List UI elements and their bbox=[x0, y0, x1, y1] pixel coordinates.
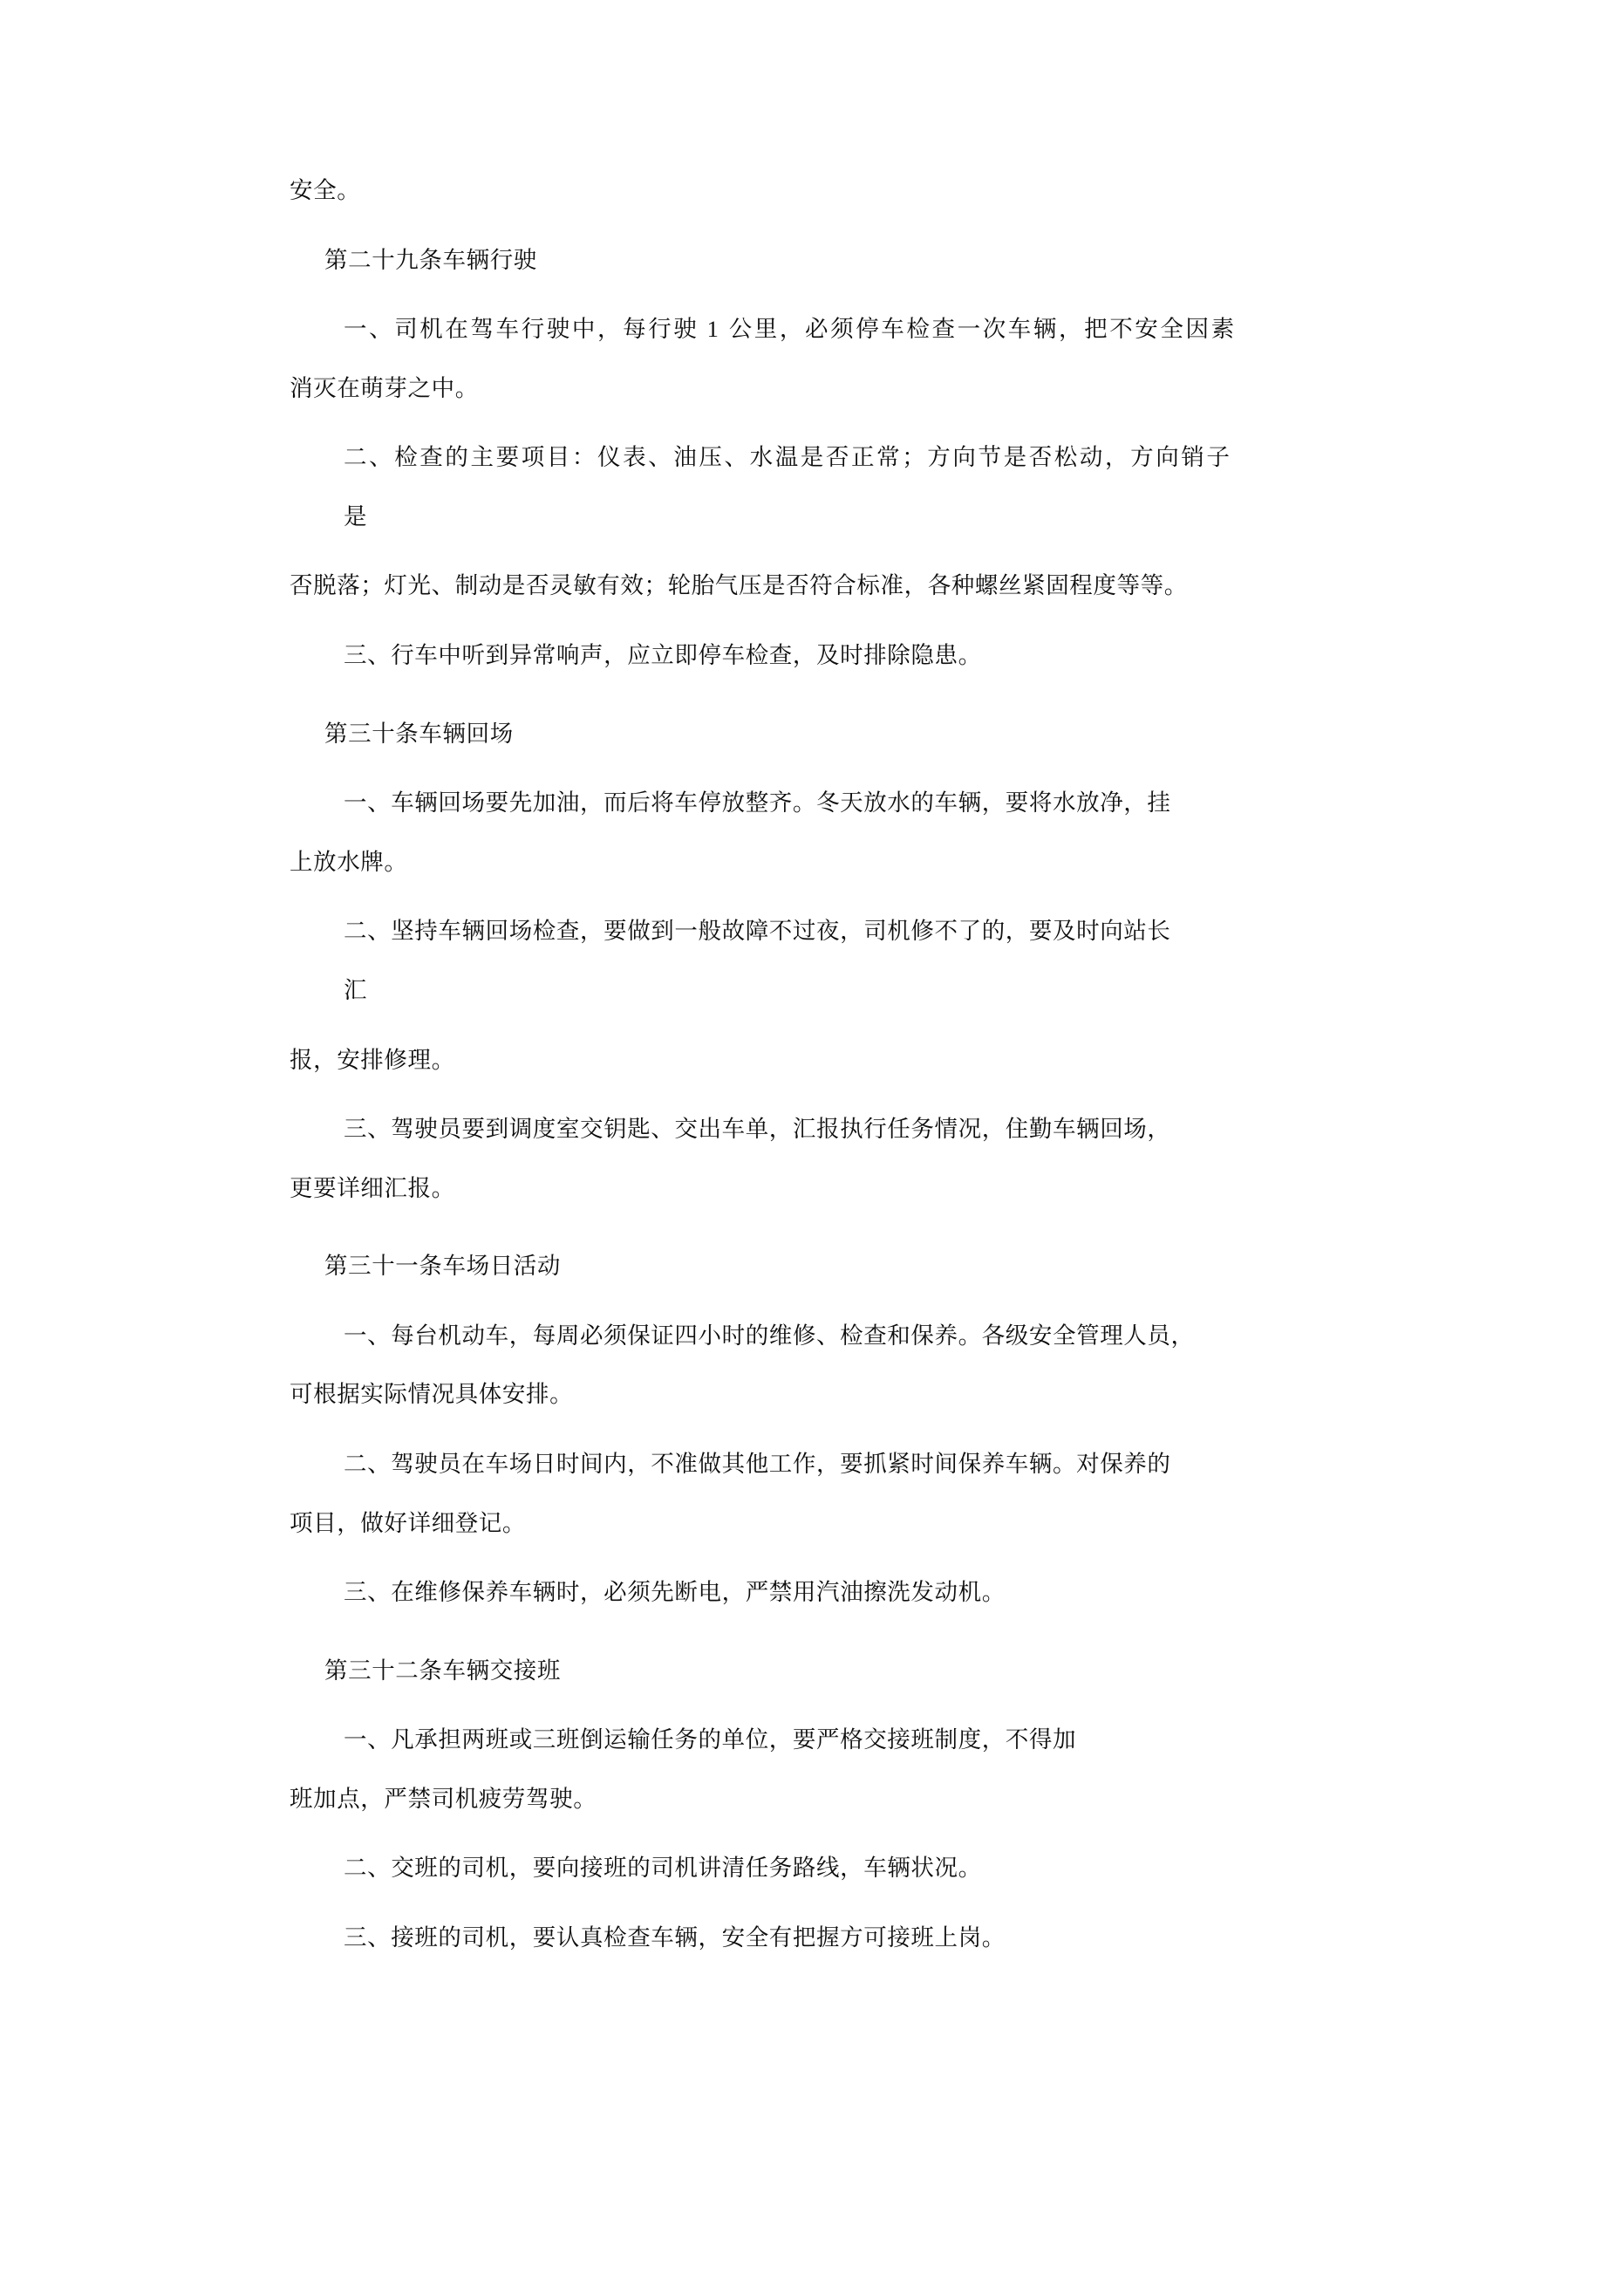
paragraph: 二、驾驶员在车场日时间内，不准做其他工作，要抓紧时间保养车辆。对保养的 bbox=[344, 1450, 1171, 1477]
paragraph: 是 bbox=[344, 502, 368, 530]
paragraph: 班加点，严禁司机疲劳驾驶。 bbox=[290, 1785, 597, 1812]
paragraph: 更要详细汇报。 bbox=[290, 1174, 455, 1201]
paragraph: 安全。 bbox=[290, 177, 361, 203]
section-heading-article-31: 第三十一条车场日活动 bbox=[324, 1253, 561, 1280]
paragraph: 三、在维修保养车辆时，必须先断电，严禁用汽油擦洗发动机。 bbox=[344, 1579, 1006, 1606]
paragraph: 一、每台机动车，每周必须保证四小时的维修、检查和保养。各级安全管理人员， bbox=[344, 1322, 1195, 1349]
paragraph: 报，安排修理。 bbox=[290, 1046, 455, 1073]
paragraph: 三、行车中听到异常响声，应立即停车检查，及时排除隐患。 bbox=[344, 642, 982, 669]
paragraph: 二、坚持车辆回场检查，要做到一般故障不过夜，司机修不了的，要及时向站长 bbox=[344, 918, 1171, 945]
paragraph: 一、司机在驾车行驶中，每行驶 1 公里，必须停车检查一次车辆，把不安全因素 bbox=[344, 316, 1237, 343]
paragraph: 一、凡承担两班或三班倒运输任务的单位，要严格交接班制度，不得加 bbox=[344, 1726, 1077, 1753]
paragraph: 二、交班的司机，要向接班的司机讲清任务路线，车辆状况。 bbox=[344, 1855, 982, 1882]
paragraph: 汇 bbox=[344, 976, 368, 1003]
paragraph: 消灭在萌芽之中。 bbox=[290, 374, 479, 401]
paragraph: 一、车辆回场要先加油，而后将车停放整齐。冬天放水的车辆，要将水放净，挂 bbox=[344, 789, 1171, 817]
paragraph: 上放水牌。 bbox=[290, 848, 408, 875]
paragraph: 项目，做好详细登记。 bbox=[290, 1509, 526, 1536]
paragraph: 三、驾驶员要到调度室交钥匙、交出车单，汇报执行任务情况，住勤车辆回场， bbox=[344, 1116, 1171, 1143]
document-body bbox=[290, 171, 1334, 1958]
section-heading-article-29: 第二十九条车辆行驶 bbox=[324, 246, 537, 273]
paragraph: 否脱落；灯光、制动是否灵敏有效；轮胎气压是否符合标准，各种螺丝紧固程度等等。 bbox=[290, 572, 1188, 599]
paragraph: 二、检查的主要项目：仪表、油压、水温是否正常；方向节是否松动，方向销子 bbox=[344, 444, 1232, 471]
section-heading-article-30: 第三十条车辆回场 bbox=[324, 720, 514, 747]
section-heading-article-32: 第三十二条车辆交接班 bbox=[324, 1657, 561, 1684]
paragraph: 三、接班的司机，要认真检查车辆，安全有把握方可接班上岗。 bbox=[344, 1924, 1006, 1951]
paragraph: 可根据实际情况具体安排。 bbox=[290, 1381, 574, 1408]
